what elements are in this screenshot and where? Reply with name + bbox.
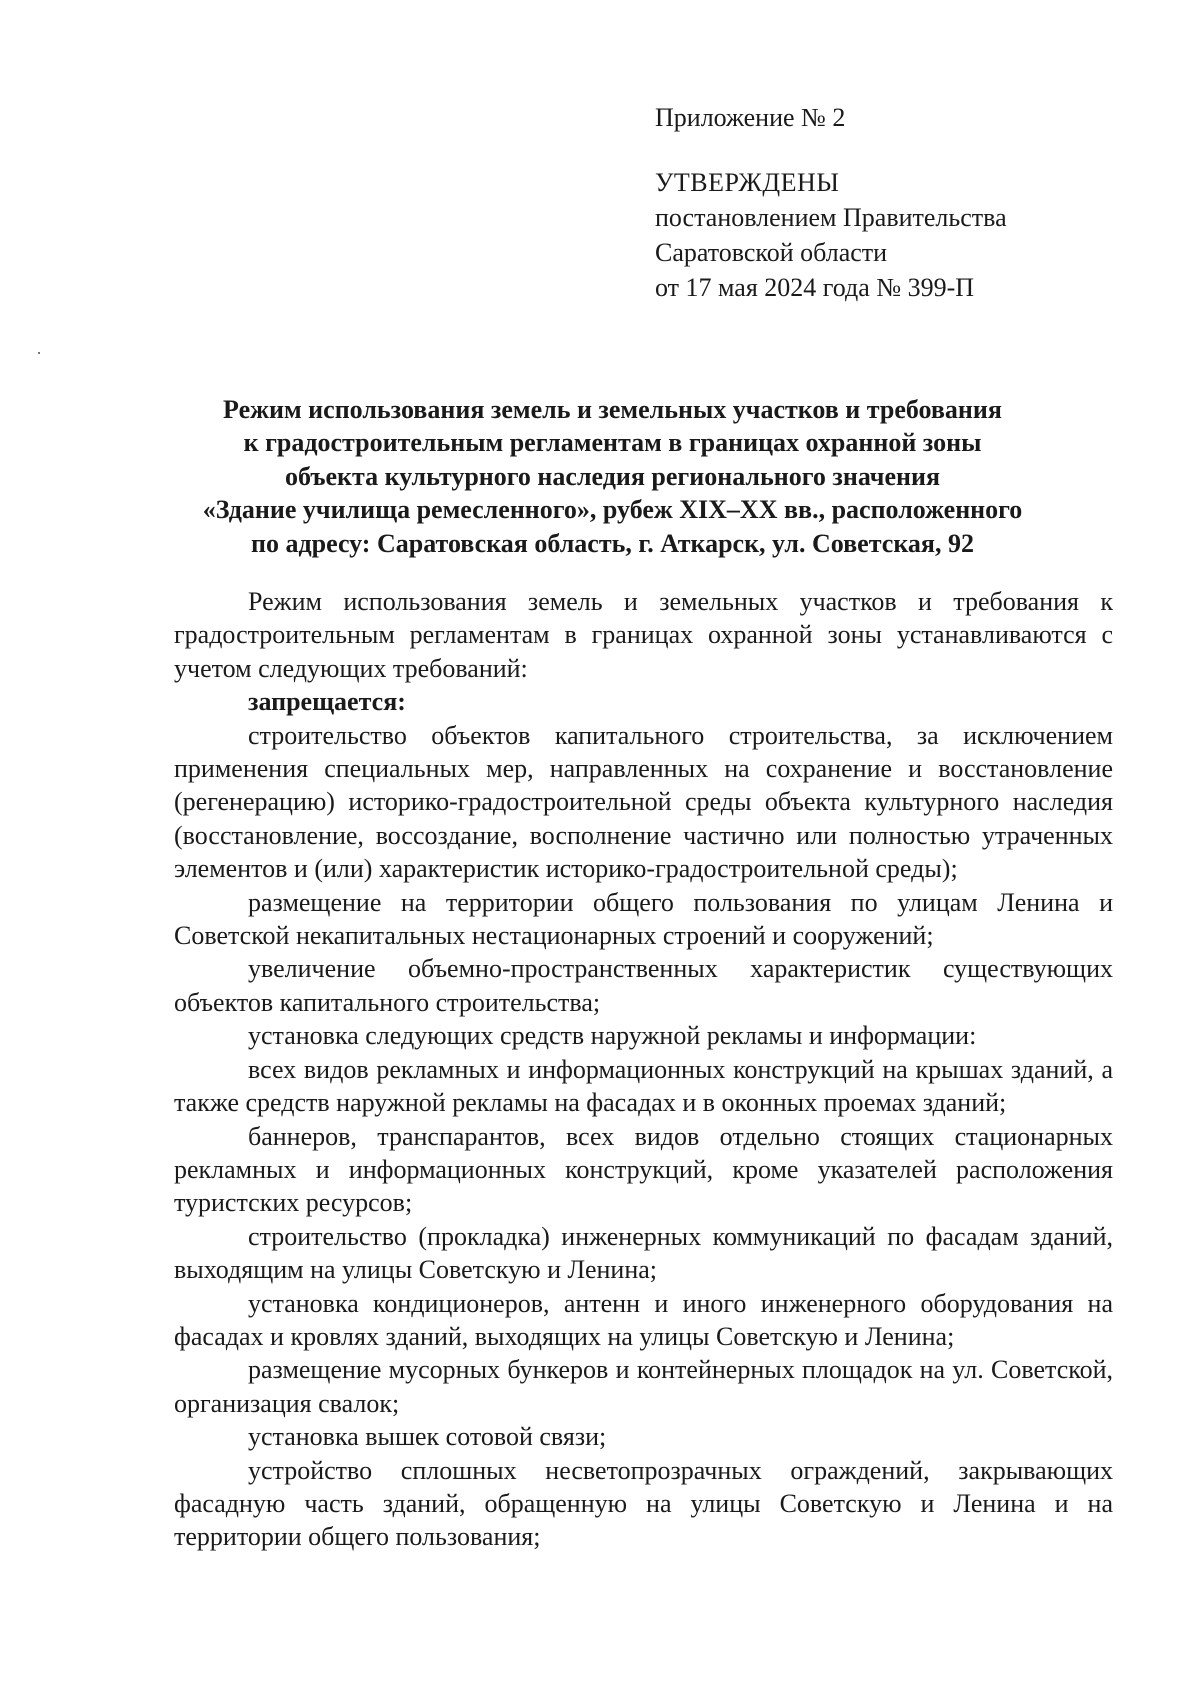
prohibition-item: установка следующих средств наружной рекламы и информации: <box>248 1021 977 1051</box>
title-line-4: «Здание училища ремесленного», рубеж XIX–XX вв., расположенного <box>202 495 1023 525</box>
intro-paragraph: Режим использования земель и земельных участков и требования к градостроительным регламентам в границах охранной зоны устанавливаются с учетом следующих требований: <box>174 587 1113 683</box>
approval-block <box>655 100 1155 305</box>
scan-speck <box>38 352 40 354</box>
approval-line-1: постановлением Правительства <box>655 203 1007 232</box>
prohibition-item: строительство объектов капитального строительства, за исключением применения специальных мер, направленных на сохранение и восстановление (регенерацию) историко-градостроительной среды объекта культурного наследия (восстановление, воссоздание, восполнение частично или полностью утраченных элементов и (или) характеристик историко-градостроительной среды); <box>174 720 1113 884</box>
document-body <box>174 585 1113 1554</box>
approval-line-3: от 17 мая 2024 года № 399-П <box>655 273 975 302</box>
document-title <box>150 393 1075 560</box>
title-line-2: к градостроительным регламентам в границах охранной зоны <box>243 428 982 458</box>
prohibition-item: размещение на территории общего пользования по улицам Ленина и Советской некапитальных нестационарных строений и сооружений; <box>174 887 1113 951</box>
appendix-number: Приложение № 2 <box>655 103 846 132</box>
prohibition-item: увеличение объемно-пространственных характеристик существующих объектов капитального строительства; <box>174 954 1113 1017</box>
approved-heading: УТВЕРЖДЕНЫ <box>655 168 840 197</box>
prohibition-item: установка кондиционеров, антенн и иного инженерного оборудования на фасадах и кровлях зданий, выходящих на улицы Советскую и Ленина; <box>174 1288 1113 1351</box>
title-line-3: объекта культурного наследия регионального значения <box>284 461 941 491</box>
approval-line-2: Саратовской области <box>655 238 888 267</box>
prohibition-item: строительство (прокладка) инженерных коммуникаций по фасадам зданий, выходящим на улицы Советскую и Ленина; <box>174 1221 1113 1285</box>
prohibition-item: установка вышек сотовой связи; <box>248 1422 607 1452</box>
prohibition-item: баннеров, транспарантов, всех видов отдельно стоящих стационарных рекламных и информационных конструкций, кроме указателей расположения туристских ресурсов; <box>174 1121 1113 1218</box>
title-line-5: по адресу: Саратовская область, г. Аткарск, ул. Советская, 92 <box>251 528 974 558</box>
prohibition-item: устройство сплошных несветопрозрачных ограждений, закрывающих фасадную часть зданий, обращенную на улицы Советскую и Ленина и на территории общего пользования; <box>174 1455 1113 1552</box>
title-line-1: Режим использования земель и земельных участков и требования <box>223 395 1002 424</box>
prohibited-heading: запрещается: <box>248 687 406 717</box>
prohibition-item: размещение мусорных бункеров и контейнерных площадок на ул. Советской, организация свалок; <box>174 1355 1113 1418</box>
prohibition-item: всех видов рекламных и информационных конструкций на крышах зданий, а также средств наружной рекламы на фасадах и в оконных проемах зданий; <box>174 1054 1113 1118</box>
